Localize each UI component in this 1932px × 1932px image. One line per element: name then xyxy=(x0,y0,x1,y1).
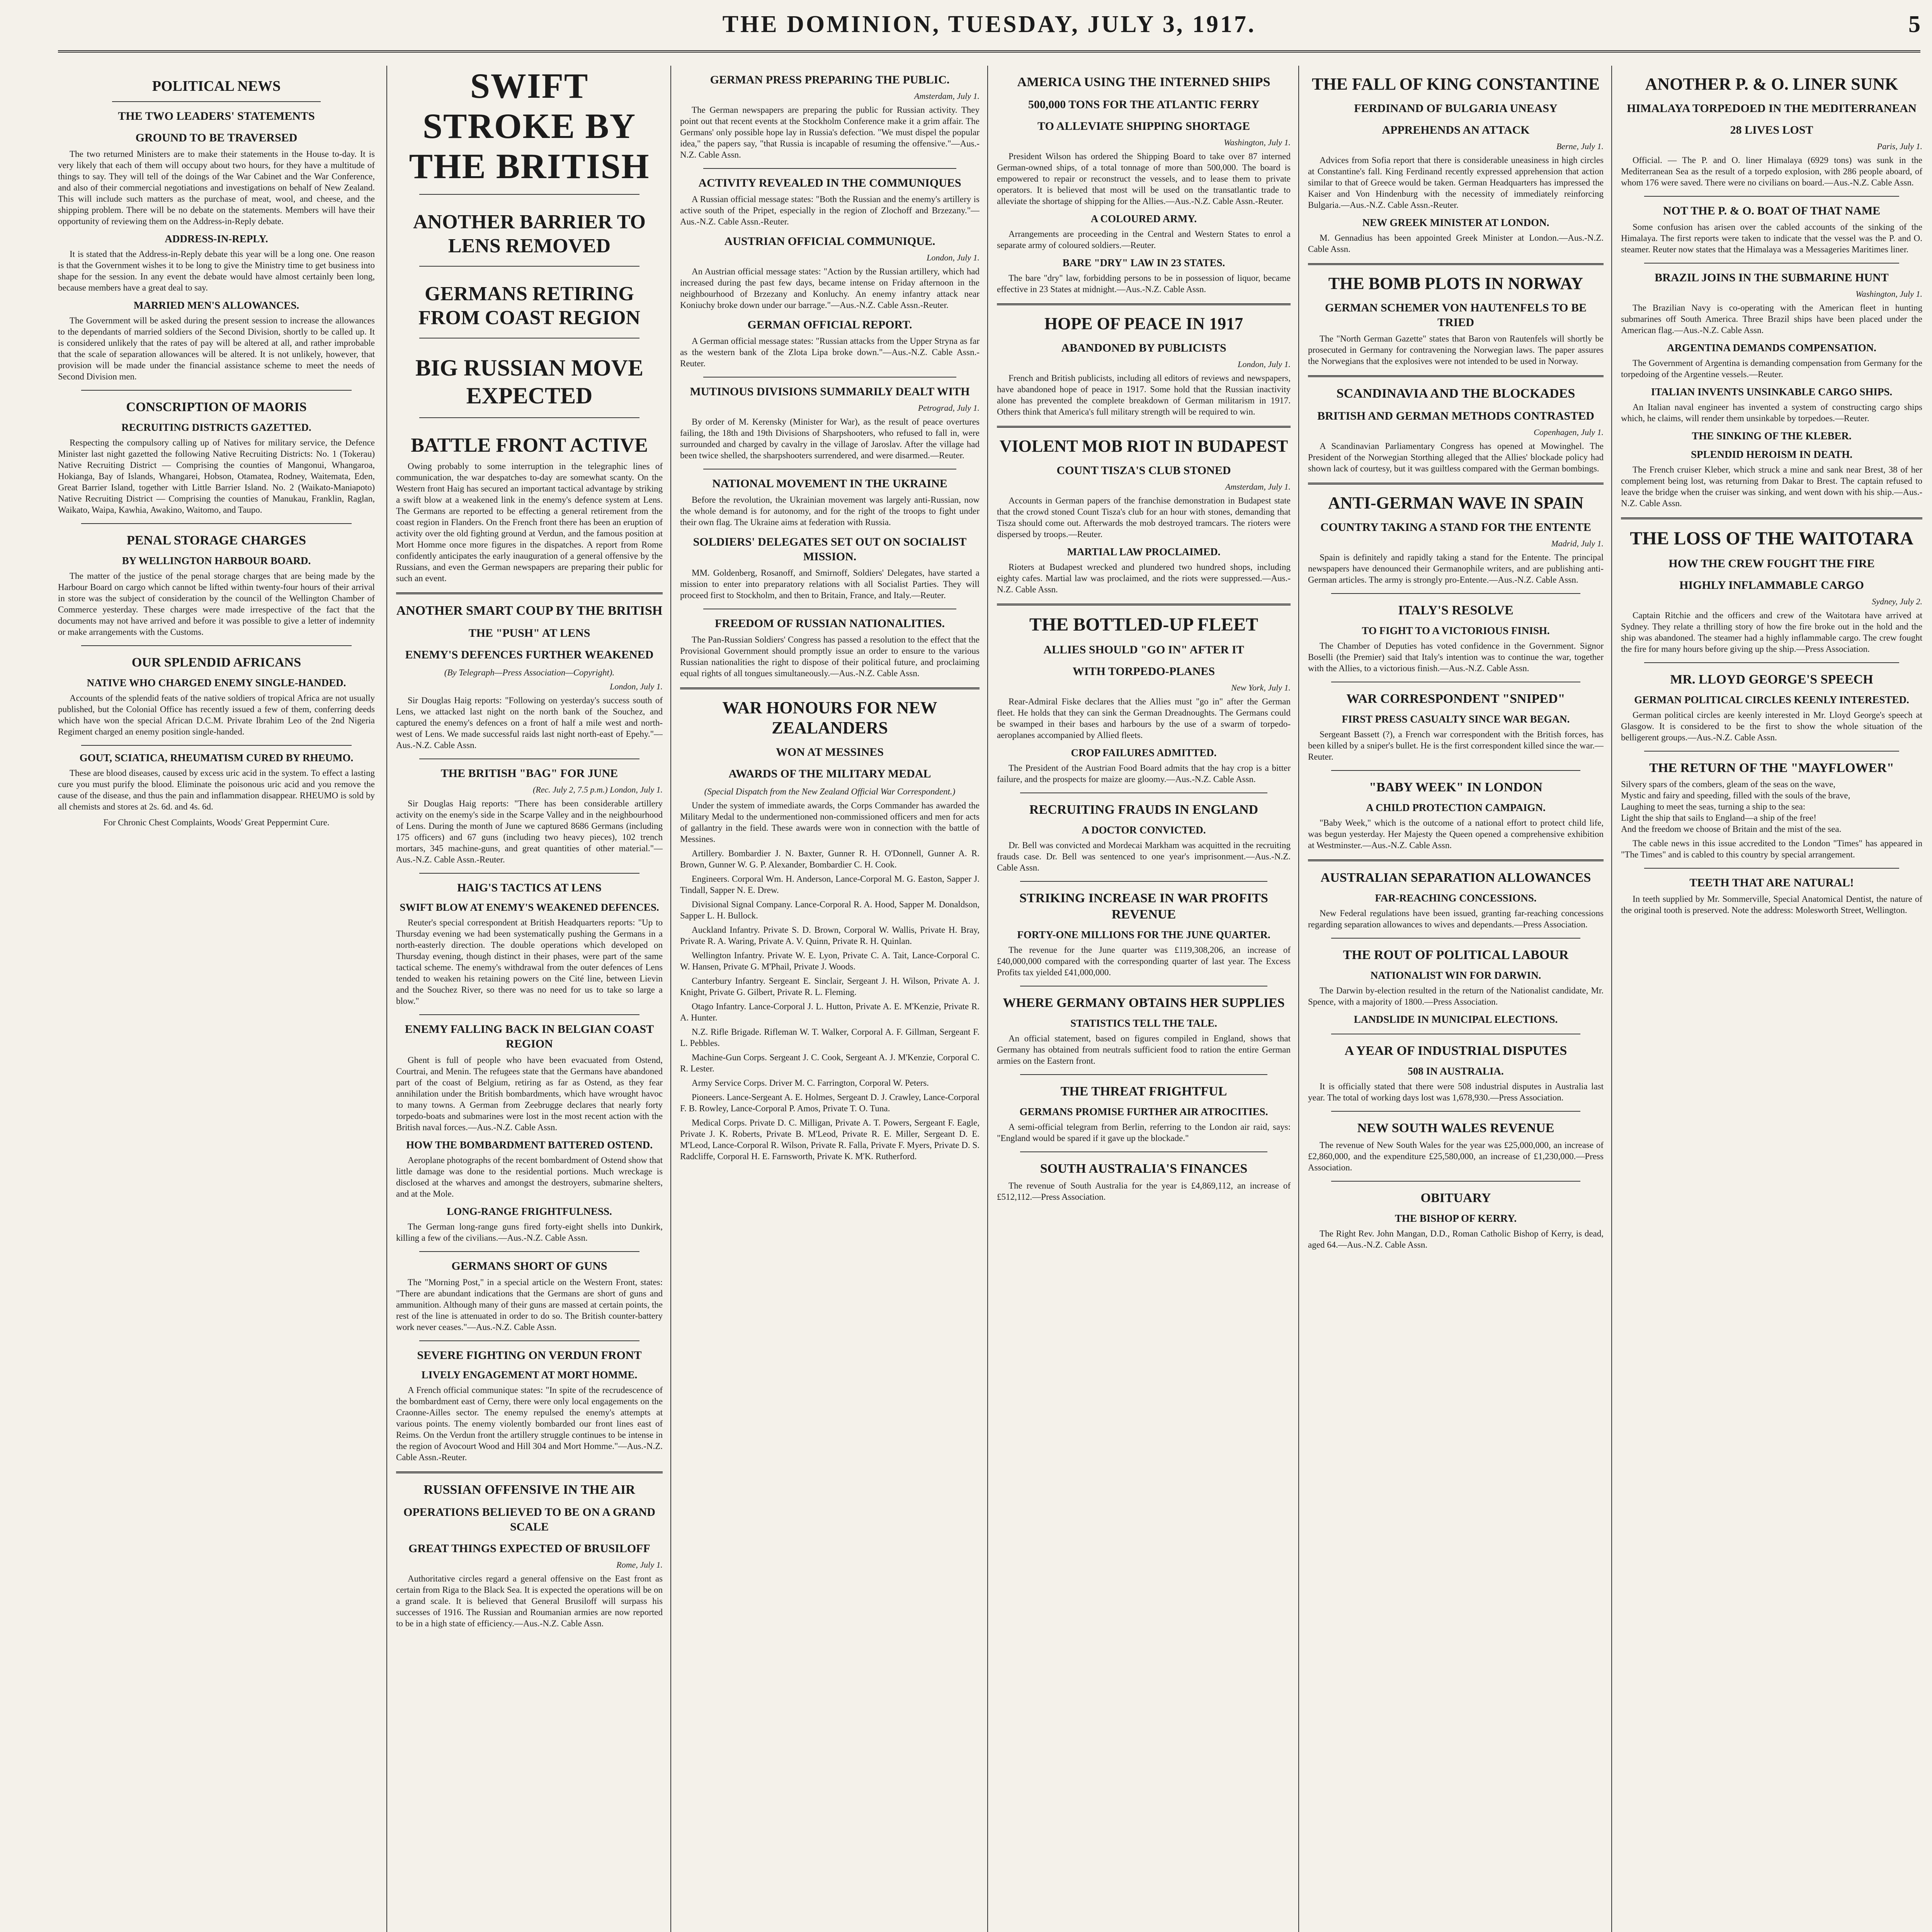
article-paragraph: A Scandinavian Parliamentary Congress has opened at Mowinghel. The President of the Norwegian Storthing alleged that the Allies' blockade policy had shown lack of courtesy, but it was guiltless compared with the German bombings. xyxy=(1308,441,1604,473)
article-paragraph: The Right Rev. John Mangan, D.D., Roman Catholic Bishop of Kerry, is dead, aged 64.—Aus.-N.Z. Cable Assn. xyxy=(1308,1229,1604,1250)
divider xyxy=(703,377,956,378)
column-main-war-news xyxy=(396,66,663,1932)
sub-heading: NATIONAL MOVEMENT IN THE UKRAINE xyxy=(712,477,947,490)
sub-heading: THE SINKING OF THE KLEBER. xyxy=(1692,430,1852,442)
section-heading: WAR HONOURS FOR NEW ZEALANDERS xyxy=(722,698,937,737)
sub-heading: MUTINOUS DIVISIONS SUMMARILY DEALT WITH xyxy=(690,385,970,398)
column-rule xyxy=(670,66,671,1932)
sub-heading: THE BISHOP OF KERRY. xyxy=(1395,1213,1517,1224)
divider xyxy=(703,168,956,169)
dateline: Paris, July 1. xyxy=(1877,141,1922,151)
sub-heading: NOT THE P. & O. BOAT OF THAT NAME xyxy=(1663,204,1881,217)
article-paragraph: The Government will be asked during the present session to increase the allowances to the dependants of married soldiers of the Second Division, shortly to be called up. It is considered unlikely that the rates of pay will be altered at all, and rather improbable that the scale of separation allowances will be altered. It is not unlikely, however, that provision will be made under the financial assistance scheme to meet the needs of Second Division men. xyxy=(58,316,375,381)
dateline: Berne, July 1. xyxy=(1556,141,1604,151)
article-paragraph: An Italian naval engineer has invented a system of constructing cargo ships which, he claims, will render them unsinkable by torpedoes.—Reuter. xyxy=(1621,402,1922,423)
sub-heading: ENEMY FALLING BACK IN BELGIAN COAST REGION xyxy=(405,1023,654,1050)
sub-heading: ALLIES SHOULD "GO IN" AFTER IT xyxy=(1043,643,1244,656)
article-paragraph: It is officially stated that there were 508 industrial disputes in Australia last year. The total of working days lost was 1,678,930.—Press Association. xyxy=(1308,1082,1604,1102)
honours-list: Otago Infantry. Lance-Corporal J. L. Hutton, Private A. E. M'Kenzie, Private R. A. Hunter. xyxy=(680,1002,980,1022)
sub-heading: GERMAN PRESS PREPARING THE PUBLIC. xyxy=(710,73,950,86)
main-headline: SWIFT STROKE BY THE BRITISH xyxy=(409,66,650,186)
sub-heading: GERMAN OFFICIAL REPORT. xyxy=(747,318,912,331)
divider xyxy=(1331,1111,1580,1112)
sub-heading: FAR-REACHING CONCESSIONS. xyxy=(1375,892,1537,904)
section-heading: WHERE GERMANY OBTAINS HER SUPPLIES xyxy=(1003,996,1285,1010)
divider xyxy=(81,390,352,391)
article-paragraph: Dr. Bell was convicted and Mordecai Markham was acquitted in the recruiting frauds case. Dr. Bell was sentenced to one year's imprisonment.—Aus.-N.Z. Cable Assn. xyxy=(997,840,1291,872)
divider xyxy=(419,194,639,195)
sub-heading: 500,000 TONS FOR THE ATLANTIC FERRY xyxy=(1028,98,1260,111)
sub-heading: STATISTICS TELL THE TALE. xyxy=(1070,1017,1217,1029)
article-paragraph: The "North German Gazette" states that Baron von Rautenfels will shortly be prosecuted in Germany for contravening the Norwegian laws. The paper assures the Norwegians that the explosives were not intended to be used in Norway. xyxy=(1308,334,1604,366)
sub-heading: LIVELY ENGAGEMENT AT MORT HOMME. xyxy=(421,1369,638,1381)
article-paragraph: The matter of the justice of the penal storage charges that are being made by the Harbour Board on cargo which cannot be lifted within twenty-four hours of their arrival in store was the subject of consideration by the council of the Wellington Chamber of Commerce yesterday. These charges were made irrespective of the fact that the documents may not have arrived and before it was possible to give a letter of indemnity or make arrangements with the Customs. xyxy=(58,571,375,637)
dispatch-note: (Special Dispatch from the New Zealand Official War Correspondent.) xyxy=(704,787,956,796)
article-paragraph: President Wilson has ordered the Shipping Board to take over 87 interned German-owned ships, of a total tonnage of more than 500,000. The board is empowered to repair or reconstruct the vessels, and to lease them to private operators. It is believed that most will be used on the transatlantic trade to alleviate the shortage of shipping for the Allies.—Aus.-N.Z. Cable Assn.-Reuter. xyxy=(997,151,1291,206)
section-heading: THE BOTTLED-UP FLEET xyxy=(1029,614,1259,635)
divider xyxy=(1020,881,1267,882)
masthead xyxy=(58,8,1920,53)
section-heading: STRIKING INCREASE IN WAR PROFITS REVENUE xyxy=(1019,891,1268,922)
sub-heading: TO FIGHT TO A VICTORIOUS FINISH. xyxy=(1362,625,1550,636)
divider xyxy=(1331,1181,1580,1182)
section-heading: HOPE OF PEACE IN 1917 xyxy=(1044,314,1243,333)
section-heading: ANTI-GERMAN WAVE IN SPAIN xyxy=(1328,493,1584,512)
article-paragraph: Accounts of the splendid feats of the native soldiers of tropical Africa are not usually published, but the Colonial Office has recently issued a few of them, conferring deeds which have won the special African D.C.M. Private Ibrahim Leo of the 2nd Nigeria Regiment charged an enemy position single-handed. xyxy=(58,693,375,736)
article-paragraph: The bare "dry" law, forbidding persons to be in possession of liquor, became effective in 23 States at midnight.—Aus.-N.Z. Cable Assn. xyxy=(997,273,1291,294)
article-paragraph: Reuter's special correspondent at British Headquarters reports: "Up to Thursday evening we had been systematically pushing the Germans in a north-easterly direction. The double operations which developed on Thursday evening, though distinct in their phases, were part of the same tactical scheme. The enemy's withdrawal from the outer defences of Lens tended to weaken his retaining powers on the Cité line, between Lievin and the Souchez River, so there was no need for us to take so large a blow." xyxy=(396,918,663,1006)
section-heading: THE RETURN OF THE "MAYFLOWER" xyxy=(1649,761,1894,775)
divider xyxy=(997,426,1291,428)
divider xyxy=(680,687,980,689)
divider xyxy=(81,645,352,646)
article-paragraph: By order of M. Kerensky (Minister for War), as the result of peace overtures failing, the 18th and 19th Divisions of Sharpshooters, who refused to fall in, were surrounded and charged by cavalry in the village of Jaroslav. After the village had been twice shelled, the sharpshooters surrendered, and were disarmed.—Reuter. xyxy=(680,417,980,460)
section-heading: WAR CORRESPONDENT "SNIPED" xyxy=(1346,692,1565,706)
divider xyxy=(81,523,352,524)
divider xyxy=(1308,375,1604,377)
column-world-news xyxy=(997,66,1291,1932)
sub-heading: SPLENDID HEROISM IN DEATH. xyxy=(1690,449,1853,460)
article-paragraph: The revenue of South Australia for the year is £4,869,112, an increase of £512,112.—Press Association. xyxy=(997,1181,1291,1202)
article-paragraph: The revenue of New South Wales for the year was £25,000,000, an increase of £2,860,000, and the expenditure £25,580,000, an increase of £1,230,000.—Press Association. xyxy=(1308,1140,1604,1172)
column-rule xyxy=(386,66,387,1932)
section-heading: RUSSIAN OFFENSIVE IN THE AIR xyxy=(423,1483,635,1497)
sub-heading: THE BRITISH "BAG" FOR JUNE xyxy=(440,767,618,780)
poem xyxy=(1621,779,1922,835)
headline-deck: BATTLE FRONT ACTIVE xyxy=(411,434,648,456)
article-paragraph: A French official communique states: "In spite of the recrudescence of the bombardment east of Cerny, there were only local engagements on the Craonne-Ailles sector. The enemy repulsed the enemy's attempts at various points. The enemy violently bombarded our front lines east of Reims. On the Verdun front the artillery struggle continues to be intense in the region of Avocourt Wood and Hill 304 and Mort Homme."—Aus.-N.Z. Cable Assn.-Reuter. xyxy=(396,1385,663,1462)
dateline: New York, July 1. xyxy=(1231,683,1291,692)
dateline: Sydney, July 2. xyxy=(1872,597,1922,606)
section-heading: AMERICA USING THE INTERNED SHIPS xyxy=(1017,75,1270,89)
sub-heading: APPREHENDS AN ATTACK xyxy=(1382,124,1530,136)
divider xyxy=(1644,263,1899,264)
article-paragraph: The German newspapers are preparing the public for Russian activity. They point out that recent events at the Stockholm Conference make it a grim affair. The Germans' only possible hope lay in Russia's defection. "We must dispel the popular idea," the papers say, "that Russia is incapable of resuming the offensive."—Aus.-N.Z. Cable Assn. xyxy=(680,105,980,160)
sub-heading: HOW THE CREW FOUGHT THE FIRE xyxy=(1668,557,1875,570)
poem-line: Mystic and fairy and speeding, filled with the souls of the brave, xyxy=(1621,791,1850,800)
divider xyxy=(997,604,1291,605)
sub-heading: HAIG'S TACTICS AT LENS xyxy=(457,881,602,894)
sub-heading: COUNTRY TAKING A STAND FOR THE ENTENTE xyxy=(1320,521,1591,534)
sub-heading: GERMAN POLITICAL CIRCLES KEENLY INTERESTED. xyxy=(1634,694,1909,706)
honours-list: Engineers. Corporal Wm. H. Anderson, Lance-Corporal M. G. Easton, Sapper J. Tindall, Sapper N. E. Drew. xyxy=(680,874,980,895)
divider xyxy=(419,1014,639,1015)
honours-list: Artillery. Bombardier J. N. Baxter, Gunner R. H. O'Donnell, Gunner A. R. Brown, Gunner W. G. P. Alexander, Bombardier C. H. Cook. xyxy=(680,849,980,869)
section-heading: THE LOSS OF THE WAITOTARA xyxy=(1630,528,1913,549)
divider xyxy=(419,266,639,267)
column-europe-australia xyxy=(1308,66,1604,1932)
honours-list: Auckland Infantry. Private S. D. Brown, Corporal W. Wallis, Private H. Bray, Private R. A. Waring, Private A. V. Quinn, Private R. H. Quinlan. xyxy=(680,925,980,946)
sub-heading: NEW GREEK MINISTER AT LONDON. xyxy=(1362,217,1549,228)
sub-heading: FORTY-ONE MILLIONS FOR THE JUNE QUARTER. xyxy=(1017,929,1270,940)
sub-heading: FERDINAND OF BULGARIA UNEASY xyxy=(1354,102,1558,115)
sub-heading: ENEMY'S DEFENCES FURTHER WEAKENED xyxy=(405,648,654,661)
section-heading: ANOTHER SMART COUP BY THE BRITISH xyxy=(396,604,663,618)
article-paragraph: "Baby Week," which is the outcome of a national effort to protect child life, was begun yesterday. Her Majesty the Queen opened a comprehensive exhibition at Westminster.—Aus.-N.Z. Cable Assn. xyxy=(1308,818,1604,850)
section-heading: THE FALL OF KING CONSTANTINE xyxy=(1312,75,1600,94)
divider xyxy=(1644,662,1899,663)
article-paragraph: Sergeant Bassett (?), a French war correspondent with the British forces, has been killed by a sniper's bullet. He is the first correspondent killed since the war.—Reuter. xyxy=(1308,730,1604,762)
headline-deck: ANOTHER BARRIER TO LENS REMOVED xyxy=(413,211,646,257)
honours-list: N.Z. Rifle Brigade. Rifleman W. T. Walker, Corporal A. F. Gillman, Sergeant F. L. Pebbles. xyxy=(680,1027,980,1048)
article-paragraph: MM. Goldenberg, Rosanoff, and Smirnoff, Soldiers' Delegates, have started a mission to enter into preparatory relations with all Socialist Parties. They will proceed first to Stockholm, and then to Britain, France, and Italy.—Reuter. xyxy=(680,568,980,600)
sub-heading: HIMALAYA TORPEDOED IN THE MEDITERRANEAN xyxy=(1627,102,1917,115)
sub-heading: BY WELLINGTON HARBOUR BOARD. xyxy=(122,555,311,566)
column-naval-news xyxy=(1621,66,1922,1932)
sub-heading: MARRIED MEN'S ALLOWANCES. xyxy=(133,299,299,311)
article-paragraph: An official statement, based on figures compiled in England, shows that Germany has obtained from neutrals sufficient food to ration the entire German armies on the Eastern front. xyxy=(997,1034,1291,1066)
article-paragraph: The President of the Austrian Food Board admits that the hay crop is a bitter failure, and the prospects for maize are gloomy.—Aus.-N.Z. Cable Assn. xyxy=(997,763,1291,784)
article-paragraph: An Austrian official message states: "Action by the Russian artillery, which had increased during the past few days, became intense on Friday afternoon in the neighbourhood of Brzezany and Konluchy. An enemy infantry attack near Koniuchy broke down under our barrage."—Aus.-N.Z. Cable Assn.-Reuter. xyxy=(680,267,980,310)
divider xyxy=(1644,751,1899,752)
sub-heading: SEVERE FIGHTING ON VERDUN FRONT xyxy=(417,1349,642,1362)
honours-list: Machine-Gun Corps. Sergeant J. C. Cook, Sergeant A. J. M'Kenzie, Corporal C. R. Lester. xyxy=(680,1053,980,1073)
advert-line: For Chronic Chest Complaints, Woods' Great Peppermint Cure. xyxy=(103,818,330,827)
sub-heading: COUNT TISZA'S CLUB STONED xyxy=(1056,464,1231,477)
dateline: Copenhagen, July 1. xyxy=(1534,427,1604,437)
honours-list: Canterbury Infantry. Sergeant E. Sinclair, Sergeant J. H. Wilson, Private A. J. Knight, Private G. Gilbert, Private R. L. Fleming. xyxy=(680,976,980,997)
sub-heading: BRITISH AND GERMAN METHODS CONTRASTED xyxy=(1317,410,1594,422)
sub-heading: THE "PUSH" AT LENS xyxy=(468,627,590,639)
sub-heading: WON AT MESSINES xyxy=(776,746,884,759)
poem-line: Light the ship that sails to England—a ship of the free! xyxy=(1621,813,1816,823)
section-heading: NEW SOUTH WALES REVENUE xyxy=(1357,1121,1554,1135)
sub-heading: GERMANS PROMISE FURTHER AIR ATROCITIES. xyxy=(1019,1106,1268,1117)
sub-heading: HIGHLY INFLAMMABLE CARGO xyxy=(1679,579,1864,592)
divider xyxy=(419,1251,639,1252)
article-paragraph: The "Morning Post," in a special article on the Western Front, states: "There are abundant indications that the Germans are short of guns and ammunition. Although many of their guns are massed at certain points, the rest of the line is attenuated in order to do so. The British counter-battery work never ceases."—Aus.-N.Z. Cable Assn. xyxy=(396,1277,663,1332)
column-political-news xyxy=(58,66,375,1932)
article-paragraph: The French cruiser Kleber, which struck a mine and sank near Brest, 38 of her complement being lost, was returning from Dakar to Brest. The captain refused to leave the bridge when the cruiser was sinking, and went down with his ship.—Aus.-N.Z. Cable Assn. xyxy=(1621,465,1922,508)
article-paragraph: The Government of Argentina is demanding compensation from Germany for the torpedoing of the Argentine vessels.—Reuter. xyxy=(1621,358,1922,379)
article-paragraph: Some confusion has arisen over the cabled accounts of the sinking of the Himalaya. The first reports were taken to indicate that the vessel was the P. and O. steamer. Reuter now states that the Himalaya was a Messageries Maritimes liner. xyxy=(1621,222,1922,254)
sub-heading: AUSTRIAN OFFICIAL COMMUNIQUE. xyxy=(724,235,935,248)
sub-heading: MARTIAL LAW PROCLAIMED. xyxy=(1067,546,1221,558)
divider xyxy=(997,303,1291,305)
article-paragraph: Rear-Admiral Fiske declares that the Allies must "go in" after the German fleet. He holds that they can sink the German Dreadnoughts. The Germans could be swamped in their bases and harbours by the use of a swarm of torpedo-aeroplanes accompanied by Allied fleets. xyxy=(997,697,1291,740)
sub-heading: 28 LIVES LOST xyxy=(1730,124,1813,136)
column-eastern-front xyxy=(680,66,980,1932)
advert-heading: GOUT, SCIATICA, RHEUMATISM CURED BY RHEUMO. xyxy=(79,752,354,764)
article-paragraph: Advices from Sofia report that there is considerable uneasiness in high circles at Constantine's fall. King Ferdinand recently expressed apprehension that action similar to that of Greece would be taken. German Headquarters has impressed the Kaiser and Von Hindenburg with the necessity of immediately reinforcing Bulgaria.—Aus.-N.Z. Cable Assn.-Reuter. xyxy=(1308,155,1604,210)
section-heading: "BABY WEEK" IN LONDON xyxy=(1369,780,1543,794)
sub-heading: 508 IN AUSTRALIA. xyxy=(1408,1065,1504,1077)
sub-heading: A CHILD PROTECTION CAMPAIGN. xyxy=(1366,802,1546,813)
sub-heading: A COLOURED ARMY. xyxy=(1090,213,1197,224)
sub-heading: NATIONALIST WIN FOR DARWIN. xyxy=(1370,969,1541,981)
article-paragraph: Rioters at Budapest wrecked and plundered two hundred shops, including eighty cafes. Martial law was proclaimed, and the riots were suppressed.—Aus.-N.Z. Cable Assn. xyxy=(997,562,1291,594)
masthead-title: THE DOMINION, TUESDAY, JULY 3, 1917. xyxy=(722,11,1256,37)
copyright-line: (By Telegraph—Press Association—Copyright). xyxy=(444,668,615,677)
divider xyxy=(1020,1151,1267,1152)
headline-deck: GERMANS RETIRING FROM COAST REGION xyxy=(418,283,640,329)
article-paragraph: A semi-official telegram from Berlin, referring to the London air raid, says: "England would be spared if it gave up the blockade." xyxy=(997,1122,1291,1143)
divider xyxy=(1621,517,1922,519)
article-paragraph: Captain Ritchie and the officers and crew of the Waitotara have arrived at Sydney. They relate a thrilling story of how the fire broke out in the hold and the ship was abandoned. The steamer had a highly inflammable cargo. The crew fought the fire for many hours before giving up the ship.—Press Association. xyxy=(1621,611,1922,654)
advert-heading: TEETH THAT ARE NATURAL! xyxy=(1689,876,1854,889)
divider xyxy=(1308,263,1604,265)
sub-heading: SWIFT BLOW AT ENEMY'S WEAKENED DEFENCES. xyxy=(400,901,659,913)
sub-heading: ARGENTINA DEMANDS COMPENSATION. xyxy=(1667,342,1876,354)
sub-heading: ADDRESS-IN-REPLY. xyxy=(165,233,268,245)
section-heading: OBITUARY xyxy=(1420,1191,1491,1205)
divider xyxy=(81,745,352,746)
section-heading: THE ROUT OF POLITICAL LABOUR xyxy=(1343,948,1569,962)
sub-heading: ABANDONED BY PUBLICISTS xyxy=(1061,342,1226,354)
sub-heading: ACTIVITY REVEALED IN THE COMMUNIQUES xyxy=(698,177,961,189)
sub-heading: LANDSLIDE IN MUNICIPAL ELECTIONS. xyxy=(1354,1014,1558,1025)
article-paragraph: Sir Douglas Haig reports: "Following on yesterday's success south of Lens, we attacked last night on the north bank of the Souchez, and captured the enemy's defences on a front of half a mile west and north-west of Lens. We made successful raids last night north-east of Epehy."—Aus.-N.Z. Cable Assn. xyxy=(396,696,663,750)
section-heading: THE BOMB PLOTS IN NORWAY xyxy=(1328,274,1583,293)
divider xyxy=(1331,770,1580,771)
column-rule xyxy=(1611,66,1612,1932)
dateline: Washington, July 1. xyxy=(1224,138,1291,147)
divider xyxy=(1644,868,1899,869)
headline-deck: BIG RUSSIAN MOVE EXPECTED xyxy=(415,355,644,408)
sub-heading: FIRST PRESS CASUALTY SINCE WAR BEGAN. xyxy=(1342,713,1570,725)
article-paragraph: Sir Douglas Haig reports: "There has been considerable artillery activity on the enemy's side in the Scarpe Valley and in the neighbourhood of Lens. During the month of June we captured 8686 Germans (including 175 officers) and 67 guns (including two heavy pieces), 102 trench mortars, 345 machine-guns, and great quantities of other material."—Aus.-N.Z. Cable Assn.-Reuter. xyxy=(396,799,663,864)
article-paragraph: Ghent is full of people who have been evacuated from Ostend, Courtrai, and Menin. The refugees state that the Germans have abandoned part of the coast of Belgium, retiring as far as Ostend, as they fear annihilation under the British bombardments, which have wrought havoc to many towns. A German from Zeebrugge declares that nearly forty torpedo-boats and submarines were lost in the most recent action with the British naval forces.—Aus.-N.Z. Cable Assn. xyxy=(396,1055,663,1132)
sub-heading: NATIVE WHO CHARGED ENEMY SINGLE-HANDED. xyxy=(87,677,346,689)
section-heading: RECRUITING FRAUDS IN ENGLAND xyxy=(1029,803,1259,817)
section-heading: ANOTHER P. & O. LINER SUNK xyxy=(1645,75,1898,94)
divider xyxy=(419,873,639,874)
sub-heading: GERMAN SCHEMER VON HAUTENFELS TO BE TRIED xyxy=(1325,301,1587,329)
honours-list: Divisional Signal Company. Lance-Corporal R. A. Hood, Sapper M. Donaldson, Sapper L. H. Bullock. xyxy=(680,900,980,920)
section-heading: THE THREAT FRIGHTFUL xyxy=(1060,1084,1227,1099)
poem-line: Laughing to meet the seas, turning a ship to the sea: xyxy=(1621,802,1806,811)
divider xyxy=(396,592,663,594)
poem-line: And the freedom we choose of Britain and the mist of the sea. xyxy=(1621,824,1842,834)
article-paragraph: Accounts in German papers of the franchise demonstration in Budapest state that the crowd stoned Count Tisza's club for an hour with stones, demanding that Tisza should come out. Afterwards the mob destroyed tramcars. The rioters were dispersed by troops.—Reuter. xyxy=(997,496,1291,539)
article-paragraph: Before the revolution, the Ukrainian movement was largely anti-Russian, now the whole demand is for autonomy, and for the right of the troops to fight under their own flag. The Ukraine aims at federation with Russia. xyxy=(680,495,980,527)
divider xyxy=(112,101,321,102)
section-heading: POLITICAL NEWS xyxy=(152,78,281,94)
sub-heading: OPERATIONS BELIEVED TO BE ON A GRAND SCALE xyxy=(403,1506,655,1533)
dateline: Madrid, July 1. xyxy=(1551,539,1604,548)
article-paragraph: Spain is definitely and rapidly taking a stand for the Entente. The principal newspapers have denounced their Germanophile writers, and are publishing anti-German articles. The army is strongly pro-Entente.—Aus.-N.Z. Cable Assn. xyxy=(1308,553,1604,585)
sub-heading: AWARDS OF THE MILITARY MEDAL xyxy=(728,767,931,780)
sub-heading: BRAZIL JOINS IN THE SUBMARINE HUNT xyxy=(1655,271,1889,284)
article-paragraph: The Pan-Russian Soldiers' Congress has passed a resolution to the effect that the Provisional Government should promptly issue an order to ensure to the various Russian nationalities the right to dispose of their political future, and proclaiming equal rights of all tongues simultaneously.—Aus.-N.Z. Cable Assn. xyxy=(680,635,980,678)
section-heading: AUSTRALIAN SEPARATION ALLOWANCES xyxy=(1320,871,1591,885)
poem-line: Silvery spars of the combers, gleam of the seas on the wave, xyxy=(1621,779,1836,789)
article-paragraph: The German long-range guns fired forty-eight shells into Dunkirk, killing a few of the civilians.—Aus.-N.Z. Cable Assn. xyxy=(396,1222,663,1243)
divider xyxy=(419,417,639,418)
section-heading: CONSCRIPTION OF MAORIS xyxy=(126,400,307,414)
article-paragraph: French and British publicists, including all editors of reviews and newspapers, have abandoned hope of peace in 1917. Some hold that the Russian inactivity alone has prevented the complete breakdown of German militarism in 1917. Others think that America's full military strength will be required to win. xyxy=(997,373,1291,417)
article-paragraph: Under the system of immediate awards, the Corps Commander has awarded the Military Medal to the undermentioned non-commissioned officers and men for acts of gallantry in the field. These awards were won in connection with the battle of Messines. xyxy=(680,801,980,844)
article-paragraph: Arrangements are proceeding in the Central and Western States to enrol a separate army of coloured soldiers.—Reuter. xyxy=(997,229,1291,250)
sub-heading: RECRUITING DISTRICTS GAZETTED. xyxy=(121,422,311,433)
divider xyxy=(419,1340,639,1341)
section-heading: SOUTH AUSTRALIA'S FINANCES xyxy=(1040,1162,1248,1176)
sub-heading: FREEDOM OF RUSSIAN NATIONALITIES. xyxy=(714,617,945,630)
article-paragraph: Respecting the compulsory calling up of Natives for military service, the Defence Minister last night gazetted the following Native Recruiting Districts: No. 1 (Tokerau) Native Recruiting District — Comprising the counties of Mangonui, Whangaroa, Hokianga, Bay of Islands, Whangarei, Hobson, Otamatea, Rodney, Waitemata, Eden, Great Barrier Island, together with Little Barrier Island. No. 2 (Waikato-Maniapoto) Native Recruiting District — Comprising the counties of Manukau, Franklin, Raglan, Waikato, Waipa, Kawhia, Awakino, Waitomo, and Taupo. xyxy=(58,438,375,515)
divider xyxy=(1020,1074,1267,1075)
article-paragraph: New Federal regulations have been issued, granting far-reaching concessions regarding separation allowances to wives and dependants.—Press Association. xyxy=(1308,908,1604,929)
article-paragraph: A Russian official message states: "Both the Russian and the enemy's artillery is active south of the Pripet, especially in the region of Zlochoff and Brzezany."—Aus.-N.Z. Cable Assn.-Reuter. xyxy=(680,194,980,226)
article-paragraph: Aeroplane photographs of the recent bombardment of Ostend show that little damage was done to the residential portions. Much wreckage is disclosed at the wharves and amongst the destroyers, submarine shelters, and at the Mole. xyxy=(396,1155,663,1199)
section-heading: MR. LLOYD GEORGE'S SPEECH xyxy=(1670,672,1873,687)
section-heading: SCANDINAVIA AND THE BLOCKADES xyxy=(1336,386,1575,401)
article-paragraph: The Chamber of Deputies has voted confidence in the Government. Signor Boselli (the Premier) said that Italy's intention was to continue the war, together with the Allies, to a victorious finish.—Aus.-N.Z. Cable Assn. xyxy=(1308,641,1604,673)
sub-heading: SOLDIERS' DELEGATES SET OUT ON SOCIALIST MISSION. xyxy=(693,536,967,563)
advert-text: These are blood diseases, caused by excess uric acid in the system. To effect a lasting cure you must purify the blood. Eliminate the poisonous uric acid and you remove the cause of the disease, and thus the pain and inflammation disappear. RHEUMO is sold by all chemists and stores at 2s. 6d. and 4s. 6d. xyxy=(58,768,375,811)
honours-list: Army Service Corps. Driver M. C. Farrington, Corporal W. Peters. xyxy=(692,1078,929,1088)
article-paragraph: M. Gennadius has been appointed Greek Minister at London.—Aus.-N.Z. Cable Assn. xyxy=(1308,233,1604,254)
sub-heading: BARE "DRY" LAW IN 23 STATES. xyxy=(1062,257,1225,269)
dateline: Rome, July 1. xyxy=(616,1560,663,1570)
article-paragraph: Authoritative circles regard a general offensive on the East front as certain from Riga to the Black Sea. It is expected the operations will be on a grand scale. It is believed that General Brusiloff will surpass his successes of 1916. The Russian and Roumanian armies are now reported to be in a high state of efficiency.—Aus.-N.Z. Cable Assn. xyxy=(396,1574,663,1628)
article-paragraph: The two returned Ministers are to make their statements in the House to-day. It is very likely that each of them will occupy about two hours, for they have a multitude of things to say. They will tell of the doings of the War Cabinet and the War Conference, and also of their commercial negotiations and investigations on behalf of New Zealand. This will include such matters as the purchase of meat, wool, and cheese, and the shipping problem. There will be no debate on the statements. Members will have their opportunity of reviewing them on the Address-in-Reply debate. xyxy=(58,149,375,226)
article-paragraph: German political circles are keenly interested in Mr. Lloyd George's speech at Glasgow. It is considered to be the first to show the whole situation of the belligerent groups.—Aus.-N.Z. Cable Assn. xyxy=(1621,710,1922,742)
divider xyxy=(1331,938,1580,939)
dateline: Petrograd, July 1. xyxy=(918,403,980,413)
article-paragraph: A German official message states: "Russian attacks from the Upper Stryna as far as the western bank of the Zlota Lipa broke down."—Aus.-N.Z. Cable Assn.-Reuter. xyxy=(680,336,980,368)
section-heading: VIOLENT MOB RIOT IN BUDAPEST xyxy=(999,437,1288,456)
sub-heading: GERMANS SHORT OF GUNS xyxy=(451,1260,607,1272)
column-rule xyxy=(1298,66,1299,1932)
section-heading: ITALY'S RESOLVE xyxy=(1398,603,1514,617)
sub-heading: HOW THE BOMBARDMENT BATTERED OSTEND. xyxy=(406,1139,653,1151)
divider xyxy=(1644,196,1899,197)
dateline: Amsterdam, July 1. xyxy=(914,91,980,101)
sub-heading: A DOCTOR CONVICTED. xyxy=(1082,824,1206,836)
sub-heading: WITH TORPEDO-PLANES xyxy=(1072,665,1215,678)
divider xyxy=(1308,483,1604,485)
sub-heading: THE TWO LEADERS' STATEMENTS xyxy=(118,110,315,122)
sub-heading: CROP FAILURES ADMITTED. xyxy=(1071,747,1217,759)
honours-list: Wellington Infantry. Private W. E. Lyon, Private C. A. Tait, Lance-Corporal C. W. Hansen, Private G. M'Phail, Private J. Woods. xyxy=(680,951,980,971)
dateline: London, July 1. xyxy=(927,253,980,262)
sub-heading: GREAT THINGS EXPECTED OF BRUSILOFF xyxy=(408,1542,650,1555)
divider xyxy=(396,1471,663,1473)
honours-list: Pioneers. Lance-Sergeant A. E. Holmes, Sergeant D. J. Crawley, Lance-Corporal F. B. Rowley, Lance-Corporal P. Amos, Private T. O. Tuna. xyxy=(680,1092,980,1113)
sub-heading: TO ALLEVIATE SHIPPING SHORTAGE xyxy=(1037,120,1250,133)
column-rule xyxy=(987,66,988,1932)
divider xyxy=(1331,593,1580,594)
article-paragraph: Official. — The P. and O. liner Himalaya (6929 tons) was sunk in the Mediterranean Sea as the result of a torpedo explosion, with 286 people aboard, of whom 176 were saved. There were no civilians on board.—Aus.-N.Z. Cable Assn. xyxy=(1621,155,1922,187)
sub-heading: LONG-RANGE FRIGHTFULNESS. xyxy=(447,1206,612,1217)
dateline: Amsterdam, July 1. xyxy=(1225,482,1291,492)
sub-heading: ITALIAN INVENTS UNSINKABLE CARGO SHIPS. xyxy=(1651,386,1893,398)
article-paragraph: It is stated that the Address-in-Reply debate this year will be a long one. One reason is that the Government wishes it to be long to give the Ministry time to get business into shape for the session. In any event the debate would have almost certainly been long, because members have a great deal to say. xyxy=(58,249,375,293)
dateline: London, July 1. xyxy=(1238,359,1291,369)
section-heading: OUR SPLENDID AFRICANS xyxy=(131,655,301,670)
advert-text: In teeth supplied by Mr. Sommerville, Special Anatomical Dentist, the nature of the original tooth is preserved. Note the address: Molesworth Street, Wellington. xyxy=(1621,894,1922,915)
section-heading: A YEAR OF INDUSTRIAL DISPUTES xyxy=(1344,1044,1567,1058)
dateline: (Rec. July 2, 7.5 p.m.) London, July 1. xyxy=(532,785,663,794)
article-paragraph: The cable news in this issue accredited to the London "Times" has appeared in "The Times" and is cabled to this country by special arrangement. xyxy=(1621,838,1922,859)
article-paragraph: The Brazilian Navy is co-operating with the American fleet in hunting submarines off South America. Three Brazil ships have been placed under the American flag.—Aus.-N.Z. Cable Assn. xyxy=(1621,303,1922,335)
dateline: Washington, July 1. xyxy=(1855,289,1922,299)
divider xyxy=(1308,859,1604,861)
article-paragraph: The Darwin by-election resulted in the return of the Nationalist candidate, Mr. Spence, with a majority of 1800.—Press Association. xyxy=(1308,986,1604,1007)
section-heading: PENAL STORAGE CHARGES xyxy=(126,533,306,548)
page-number: 5 xyxy=(1908,11,1920,37)
honours-list: Medical Corps. Private D. C. Milligan, Private A. T. Powers, Sergeant F. Eagle, Private J. K. Roberts, Private B. M'Leod, Private R. E. Miller, Sergeant D. E. M'Leod, Lance-Corporal R. Wilson, Private R. Falla, Private F. Myers, Private D. S. Radcliffe, Corporal H. E. Farnsworth, Private K. M'K. Rutherford. xyxy=(680,1118,980,1161)
lead-paragraph: Owing probably to some interruption in the telegraphic lines of communication, the war despatches to-day are somewhat scanty. On the Western front Haig has secured an important tactical advantage by striking a swift blow at a weakened link in the enemy's defence system at Lens. The Germans are reported to be effecting a general retirement from the coast region in Flanders. On the French front there has been an eruption of activity over the old fighting ground at Verdun, and the famous position at Mort Homme once more figures in the dispatches. A report from Rome confidently anticipates the early inauguration of a general offensive by the Russians, and even the German newspapers are preparing their public for such an event. xyxy=(396,461,663,583)
dateline: London, July 1. xyxy=(610,682,663,691)
article-paragraph: The revenue for the June quarter was £119,308,206, an increase of £40,000,000 compared with the corresponding quarter of last year. The Excess Profits tax yielded £41,000,000. xyxy=(997,945,1291,977)
sub-heading: GROUND TO BE TRAVERSED xyxy=(135,131,298,144)
